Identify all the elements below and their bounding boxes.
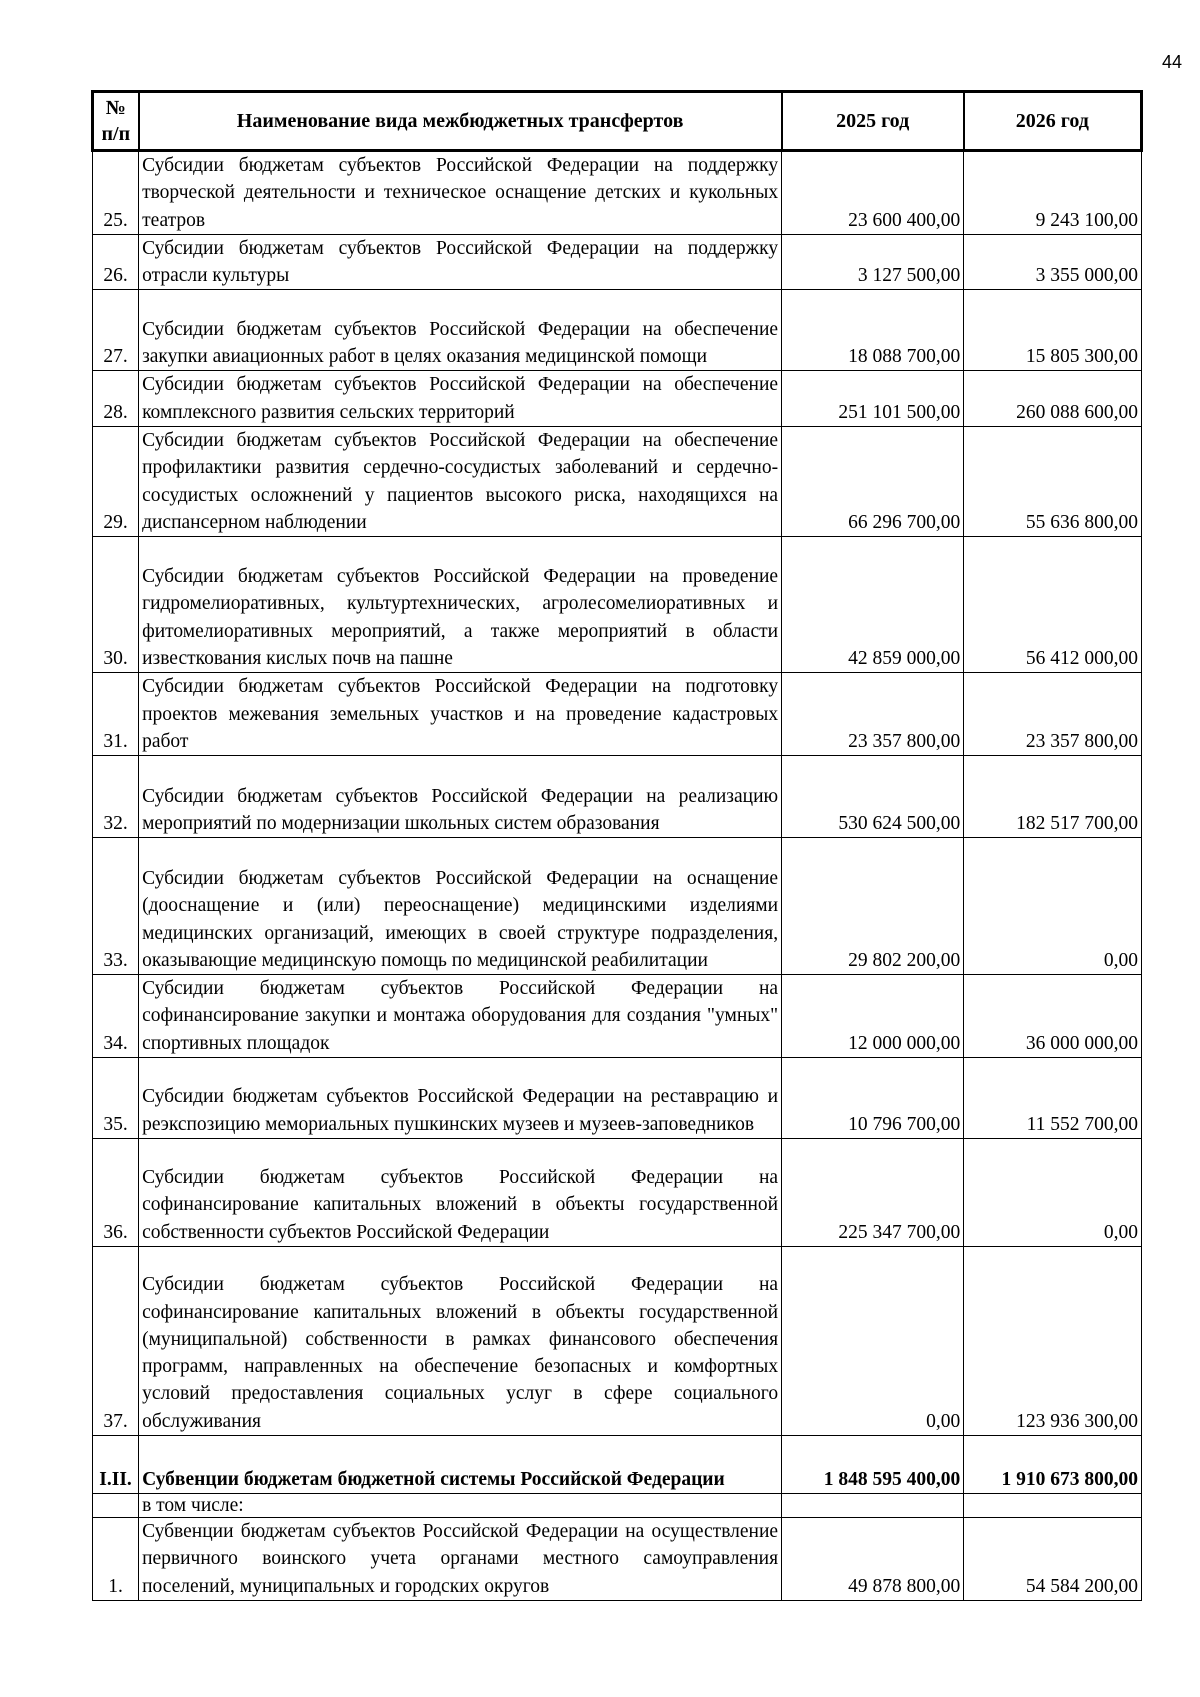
row-value-2026: 11 552 700,00 [964, 1058, 1142, 1139]
subheader-value-2026 [964, 1494, 1142, 1518]
row-num: 29. [93, 427, 139, 537]
row-value-2026: 23 357 800,00 [964, 673, 1142, 756]
subheader-row [93, 1494, 1142, 1518]
row-name: Субсидии бюджетам субъектов Российской Федерации на реставрацию и реэкспозицию мемориальных пушкинских музеев и музеев-заповедников [139, 1058, 782, 1139]
row-name: Субсидии бюджетам субъектов Российской Федерации на реализацию мероприятий по модернизации школьных систем образования [139, 756, 782, 838]
table-row [93, 756, 1142, 838]
row-name: Субсидии бюджетам субъектов Российской Федерации на поддержку творческой деятельности и техническое оснащение детских и кукольных театров [139, 151, 782, 235]
section-row [93, 1436, 1142, 1494]
row-name: Субсидии бюджетам субъектов Российской Федерации на обеспечение закупки авиационных работ в целях оказания медицинской помощи [139, 290, 782, 371]
row-value-2026: 55 636 800,00 [964, 427, 1142, 537]
row-value-2025: 66 296 700,00 [782, 427, 964, 537]
row-value-2026: 36 000 000,00 [964, 975, 1142, 1058]
table-row [93, 1139, 1142, 1247]
row-name: Субсидии бюджетам субъектов Российской Федерации на подготовку проектов межевания земельных участков и на проведение кадастровых работ [139, 673, 782, 756]
row-name: Субвенции бюджетам субъектов Российской Федерации на осуществление первичного воинского учета органами местного самоуправления поселений, муниципальных и городских округов [139, 1518, 782, 1601]
row-value-2026: 56 412 000,00 [964, 537, 1142, 673]
table-row [93, 1518, 1142, 1601]
section-value-2025: 1 848 595 400,00 [782, 1436, 964, 1494]
table-row [93, 371, 1142, 427]
row-name: Субсидии бюджетам субъектов Российской Федерации на софинансирование капитальных вложений в объекты государственной собственности субъектов Российской Федерации [139, 1139, 782, 1247]
row-value-2025: 18 088 700,00 [782, 290, 964, 371]
table-row [93, 975, 1142, 1058]
row-value-2026: 54 584 200,00 [964, 1518, 1142, 1601]
table-row [93, 290, 1142, 371]
row-value-2025: 251 101 500,00 [782, 371, 964, 427]
row-num: 27. [93, 290, 139, 371]
row-num: 35. [93, 1058, 139, 1139]
row-num: 34. [93, 975, 139, 1058]
row-value-2026: 15 805 300,00 [964, 290, 1142, 371]
table-row [93, 537, 1142, 673]
row-value-2025: 530 624 500,00 [782, 756, 964, 838]
row-value-2026: 182 517 700,00 [964, 756, 1142, 838]
row-value-2025: 0,00 [782, 1247, 964, 1436]
header-num: № п/п [93, 92, 139, 151]
row-num: 36. [93, 1139, 139, 1247]
row-value-2025: 23 600 400,00 [782, 151, 964, 235]
row-value-2025: 225 347 700,00 [782, 1139, 964, 1247]
row-value-2025: 12 000 000,00 [782, 975, 964, 1058]
row-name: Субсидии бюджетам субъектов Российской Федерации на обеспечение комплексного развития сельских территорий [139, 371, 782, 427]
row-value-2026: 3 355 000,00 [964, 234, 1142, 290]
row-value-2025: 29 802 200,00 [782, 838, 964, 975]
table-header-row [93, 92, 1142, 151]
table-row [93, 427, 1142, 537]
header-2025: 2025 год [782, 92, 964, 151]
row-value-2025: 23 357 800,00 [782, 673, 964, 756]
row-value-2026: 123 936 300,00 [964, 1247, 1142, 1436]
row-name: Субсидии бюджетам субъектов Российской Федерации на софинансирование закупки и монтажа оборудования для создания "умных" спортивных площадок [139, 975, 782, 1058]
row-name: Субсидии бюджетам субъектов Российской Федерации на софинансирование капитальных вложений в объекты государственной (муниципальной) собственности в рамках финансового обеспечения программ, направленных на обеспечение безопасных и комфортных условий предоставления социальных услуг в сфере социального обслуживания [139, 1247, 782, 1436]
table-row [93, 151, 1142, 235]
row-name: Субсидии бюджетам субъектов Российской Федерации на обеспечение профилактики развития сердечно-сосудистых заболеваний и сердечно-сосудистых осложнений у пациентов высокого риска, находящихся на диспансерном наблюдении [139, 427, 782, 537]
row-num: 26. [93, 234, 139, 290]
row-num: 33. [93, 838, 139, 975]
row-value-2026: 0,00 [964, 1139, 1142, 1247]
row-value-2025: 42 859 000,00 [782, 537, 964, 673]
table-row [93, 234, 1142, 290]
row-name: Субсидии бюджетам субъектов Российской Федерации на поддержку отрасли культуры [139, 234, 782, 290]
row-value-2026: 260 088 600,00 [964, 371, 1142, 427]
row-name: Субсидии бюджетам субъектов Российской Федерации на проведение гидромелиоративных, культуртехнических, агролесомелиоративных и фитомелиоративных мероприятий, а также мероприятий в области известкования кислых почв на пашне [139, 537, 782, 673]
table-row [93, 1247, 1142, 1436]
section-num: I.II. [93, 1436, 139, 1494]
header-name: Наименование вида межбюджетных трансфертов [139, 92, 782, 151]
row-num: 25. [93, 151, 139, 235]
row-num: 32. [93, 756, 139, 838]
header-2026: 2026 год [964, 92, 1142, 151]
section-value-2026: 1 910 673 800,00 [964, 1436, 1142, 1494]
transfers-table [91, 90, 1143, 1601]
subheader-value-2025 [782, 1494, 964, 1518]
row-num: 31. [93, 673, 139, 756]
page-number: 44 [1161, 52, 1182, 72]
row-value-2026: 0,00 [964, 838, 1142, 975]
table-row [93, 673, 1142, 756]
table-row [93, 1058, 1142, 1139]
subheader-num [93, 1494, 139, 1518]
row-num: 37. [93, 1247, 139, 1436]
row-num: 30. [93, 537, 139, 673]
row-value-2025: 3 127 500,00 [782, 234, 964, 290]
row-name: Субсидии бюджетам субъектов Российской Федерации на оснащение (дооснащение и (или) переоснащение) медицинскими изделиями медицинских организаций, имеющих в своей структуре подразделения, оказывающие медицинскую помощь по медицинской реабилитации [139, 838, 782, 975]
section-name: Субвенции бюджетам бюджетной системы Российской Федерации [139, 1436, 782, 1494]
row-value-2026: 9 243 100,00 [964, 151, 1142, 235]
table-row [93, 838, 1142, 975]
row-value-2025: 49 878 800,00 [782, 1518, 964, 1601]
row-num: 1. [93, 1518, 139, 1601]
row-num: 28. [93, 371, 139, 427]
subheader-name: в том числе: [139, 1494, 782, 1518]
row-value-2025: 10 796 700,00 [782, 1058, 964, 1139]
